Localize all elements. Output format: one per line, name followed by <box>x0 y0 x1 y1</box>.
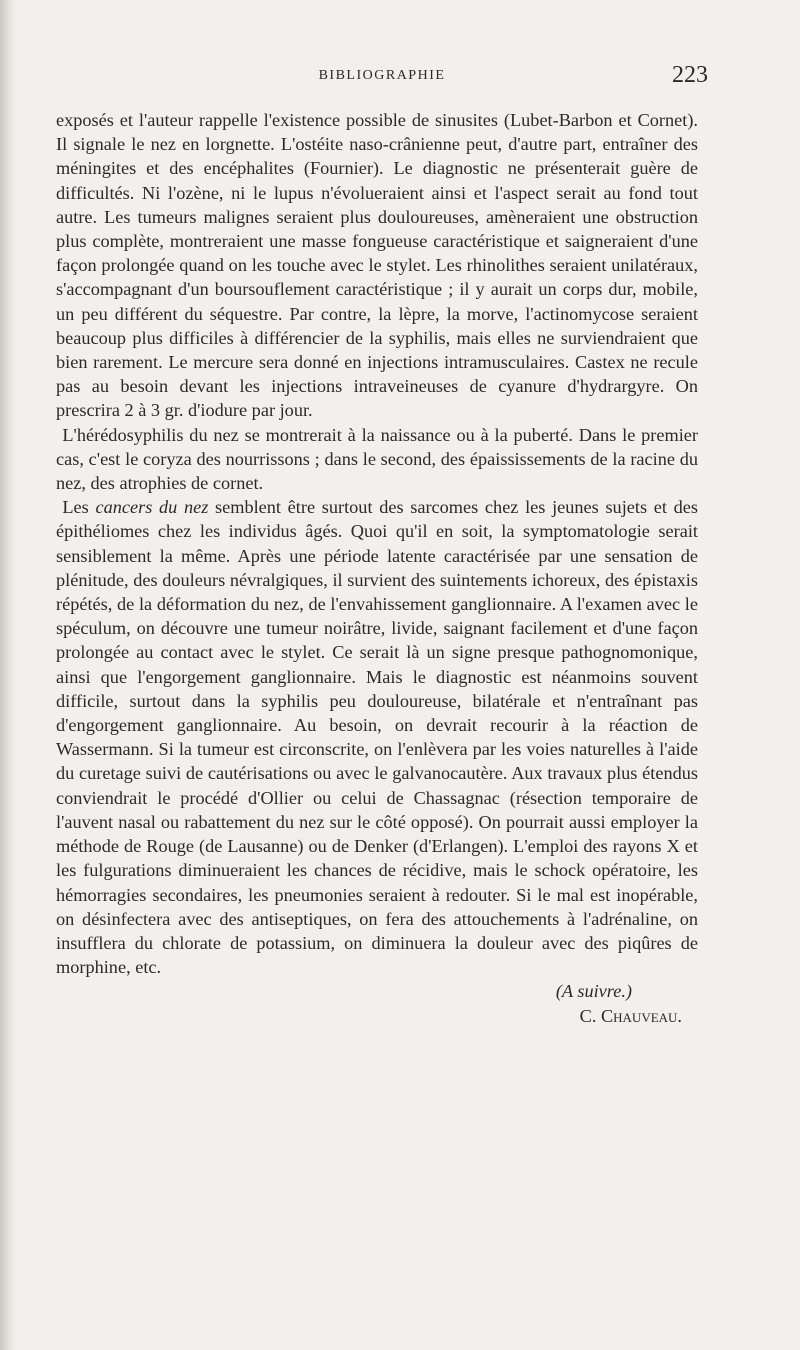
paragraph-3 <box>56 495 698 979</box>
author-signature: C. Chauveau. <box>579 1005 682 1026</box>
body-text <box>56 108 698 1028</box>
page-header <box>56 62 708 92</box>
page-binding-edge <box>0 0 16 1350</box>
page-number: 223 <box>672 62 708 88</box>
to-be-continued: (A suivre.) <box>555 981 632 1002</box>
paragraph-3-text: semblent être surtout des sarcomes chez les jeunes sujets et des épithéliomes chez les individus âgés. Quoi qu'il en soit, la symptomatologie serait sensiblement la même. Après une période latente caractérisée par une sensation de plénitude, des douleurs névralgiques, il survient des suintements ichoreux, des épistaxis répétés, de la déformation du nez, de l'envahissement ganglionnaire. A l'examen avec le spéculum, on découvre une tumeur noirâtre, livide, saignant facilement et d'une façon prolongée au contact avec le stylet. Ce serait là un signe presque pathognomonique, ainsi que l'engorgement ganglionnaire. Mais le diagnostic est néanmoins souvent difficile, surtout dans la syphilis peu douloureuse, bilatérale et n'entraînant pas d'engorgement ganglionnaire. Au besoin, on devrait recourir à la réaction de Wassermann. Si la tumeur est circonscrite, on l'enlèvera par les voies naturelles à l'aide du curetage suivi de cautérisations ou avec le galvanocautère. Aux travaux plus étendus conviendrait le procédé d'Ollier ou celui de Chassagnac (résection temporaire de l'auvent nasal ou rabattement du nez sur le côté opposé). On pourrait aussi employer la méthode de Rouge (de Lausanne) ou de Denker (d'Erlangen). L'emploi des rayons X et les fulgurations diminueraient les chances de récidive, mais le schock opératoire, les hémorragies secondaires, les pneumonies seraient à redouter. Si le mal est inopérable, on désinfectera avec des antiseptiques, on fera des attouchements à l'adrénaline, on insufflera du chlorate de potassium, on diminuera la douleur avec des piqûres de morphine, etc. <box>56 497 698 978</box>
running-head: BIBLIOGRAPHIE <box>318 68 446 83</box>
paragraph-1: exposés et l'auteur rappelle l'existence possible de sinusites (Lubet-Barbon et Cornet). Il signale le nez en lorgnette. L'ostéite naso-crânienne peut, d'autre part, entraîner des méningites et des encéphalites (Fournier). Le diagnostic ne présenterait guère de difficultés. Ni l'ozène, ni le lupus n'évolueraient ainsi et l'aspect serait au fond tout autre. Les tumeurs malignes seraient plus douloureuses, amèneraient une obstruction plus complète, montreraient une masse fongueuse caractéristique et saigneraient d'une façon prolongée quand on les touche avec le stylet. Les rhinolithes seraient unilatéraux, s'accompagnant d'un boursouflement caractéristique ; il y aurait un corps dur, mobile, un peu différent du séquestre. Par contre, la lèpre, la morve, l'actinomycose seraient beaucoup plus difficiles à différencier de la syphilis, mais elles ne surviendraient que bien rarement. Le mercure sera donné en injections intramusculaires. Castex ne recule pas au besoin devant les injections intraveineuses de cyanure d'hydrargyre. On prescrira 2 à 3 gr. d'iodure par jour. <box>56 110 698 421</box>
closing-line <box>56 979 698 1003</box>
paragraph-3-lead: Les <box>62 497 96 518</box>
paragraph-2: L'hérédosyphilis du nez se montrerait à la naissance ou à la puberté. Dans le premier cas, c'est le coryza des nourrissons ; dans le second, des épaississements de la racine du nez, des atrophies de cornet. <box>56 424 698 494</box>
paragraph-3-italic-term: cancers du nez <box>95 497 209 518</box>
